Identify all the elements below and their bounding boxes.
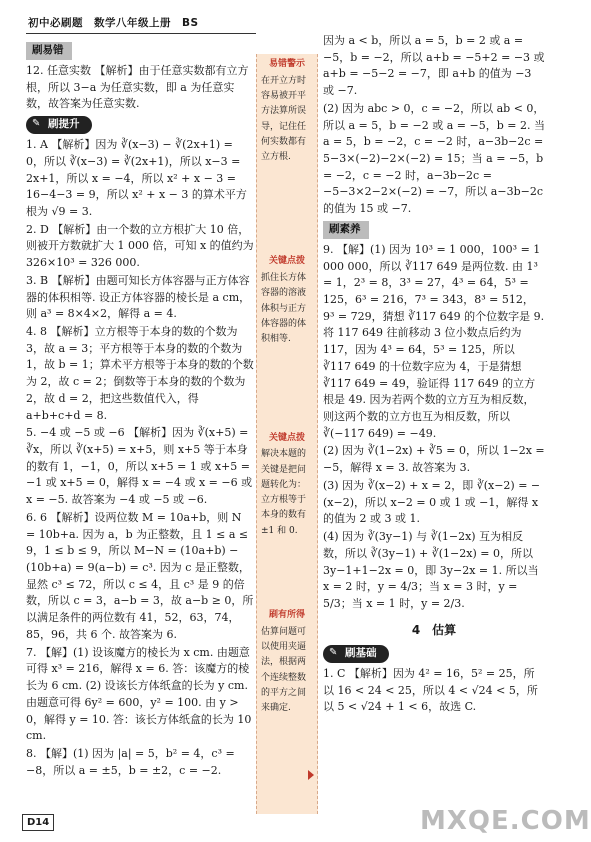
question-9-part3: (3) 因为 ∛(x−2) + x = 2，即 ∛(x−2) = −(x−2)，所以 x−2 = 0 或 1 或 −1，解得 x 的值为 2 或 3 或 1. (323, 478, 541, 526)
left-column (26, 40, 254, 780)
question-3: 3. B 【解析】由题可知长方体容器与正方体容器的体积相等. 设正方体容器的棱长是 a cm，则 a³ = 8×4×2，解得 a = 4. (26, 273, 251, 321)
note-title-3: 关键点拨 (268, 432, 305, 443)
continuation-2: (2) 因为 abc > 0，c = −2，所以 ab < 0，所以 a = 5，b = −2 或 a = −5，b = 2. 当 a = 5，b = −2，c = −2 时，a−3b−2c = 5−3×(−2)−2×(−2) = 15；当 a = −5，b = −2，c = −2 时，a−3b−2c = −5−3×2−2×(−2) = −7，所以 a−3b−2c 的值为 15 或 −7. (323, 101, 545, 216)
note-body-4: 估算问题可以使用夹逼法，根据两个连续整数的平方之间来确定. (261, 626, 307, 714)
section-banner-suyang: 刷素养 (323, 221, 369, 239)
header-rule (26, 33, 256, 34)
note-title-2: 关键点拨 (268, 256, 305, 267)
note-title-4: 刷有所得 (268, 610, 305, 621)
question-9-part2: (2) 因为 ∛(1−2x) + ∛5 = 0，所以 1−2x = −5，解得 x = 3. 故答案为 3. (323, 444, 545, 475)
section-banner-yicuo: 刷易错 (26, 42, 72, 60)
section-title-estimation: 4 估算 (411, 622, 457, 637)
note-body-1: 在开立方时容易被开平方法算所误导，记住任何实数都有立方根. (261, 75, 307, 163)
note-title-1: 易错警示 (268, 59, 305, 69)
section-banner-tisheng: ✎ 刷提升 (26, 116, 92, 134)
question-5: 5. −4 或 −5 或 −6 【解析】因为 ∛(x+5) = ∛x，所以 ∛(x+5) = x+5，则 x+5 等于本身的数有 1，−1，0，所以 x+5 = 1 或 x+5 = −1 或 x+5 = 0，解得 x = −4 或 x = −6 或 x = −5. 故答案为 −4 或 −5 或 −6. (26, 426, 253, 507)
page-number: D14 (22, 814, 54, 831)
question-12: 12. 任意实数 【解析】由于任意实数都有立方根，所以 3−a 为任意实数，即 a 为任意实数，故答案为任意实数. (26, 63, 249, 111)
margin-notes (256, 54, 318, 814)
section-banner-jichu: ✎ 刷基础 (323, 645, 389, 663)
question-2: 2. D 【解析】由一个数的立方根扩大 10 倍，则被开方数就扩大 1 000 倍，可知 x 的值约为 326×10³ = 326 000. (26, 222, 254, 270)
watermark: MXQE.COM (420, 806, 591, 836)
question-9-part4: (4) 因为 ∛(3y−1) 与 ∛(1−2x) 互为相反数，所以 ∛(3y−1) + ∛(1−2x) = 0，所以 3y−1+1−2x = 0，即 3y−2x = 1. 所以当 x = 2 时，y = 4/3；当 x = 3 时，y = 5/3；当 x = 1 时，y = 2/3. (323, 530, 539, 610)
question-1-estimation: 1. C 【解析】因为 4² = 16，5² = 25，所以 16 < 24 < 25，所以 4 < √24 < 5，所以 5 < √24 + 1 < 6，故选 C. (323, 666, 538, 714)
question-6: 6. 6 【解析】设两位数 M = 10a+b，则 N = 10b+a. 因为 a，b 为正整数，且 1 ≤ a ≤ 9，1 ≤ b ≤ 9，所以 M−N = (10a+b) − (10b+a) = 9(a−b) = c³. 因为 c 是正整数，显然 c³ ≤ 72，所以 c ≤ 4，且 c³ 是 9 的倍数，所以 c = 3，a−b = 3，故 a−b ≥ 0，所以满足条件的两位数有 41，52，63，74，85，96，共 6 个. 故答案为 6. (26, 510, 254, 641)
continuation-1: 因为 a < b，所以 a = 5，b = 2 或 a = −5，b = −2，所以 a+b = −5+2 = −3 或 a+b = −5−2 = −7，即 a+b 的值为 −3 或 −7. (323, 34, 545, 98)
question-7: 7. 【解】(1) 设该魔方的棱长为 x cm. 由题意可得 x³ = 216，解得 x = 6. 答：该魔方的棱长为 6 cm. (2) 设该长方体纸盒的长为 y cm. 由题意可得 6y² = 600，y² = 100. 由 y > 0，解得 y = 10. 答：该长方体纸盒的长为 10 cm. (26, 645, 252, 743)
question-1: 1. A 【解析】因为 ∛(x−3) − ∛(2x+1) = 0，所以 ∛(x−3) = ∛(2x+1)，所以 x−3 = 2x+1，所以 x = −4，所以 x² + x − 3 = 16−4−3 = 9，所以 x² + x − 3 的算术平方根为 √9 = 3. (26, 138, 247, 218)
note-body-2: 抓住长方体容器的溶液体积与正方体容器的体积相等. (261, 273, 307, 345)
book-title: 初中必刷题 数学八年级上册 BS (28, 17, 199, 29)
question-8: 8. 【解】(1) 因为 |a| = 5，b² = 4，c³ = −8，所以 a = ±5，b = ±2，c = −2. (26, 746, 235, 777)
question-9: 9. 【解】(1) 因为 10³ = 1 000，100³ = 1 000 000，所以 ∛117 649 是两位数. 由 1³ = 1，2³ = 8，3³ = 27，4³ = 64，5³ = 125，6³ = 216，7³ = 343，8³ = 512，9³ = 729，猜想 ∛117 649 的个位数字是 9. 将 117 649 往前移动 3 位小数点后约为 117，因为 4³ = 64，5³ = 125，所以 ∛117 649 的十位数字应为 4，于是猜想 ∛117 649 = 49，验证得 117 649 的立方根是 49. 因为若两个数的立方互为相反数，则这两个数的立方也互为相反数，所以 ∛(−117 649) = −49. (323, 242, 545, 440)
right-column (323, 33, 545, 717)
note-body-3: 解决本题的关键是把问题转化为：立方根等于本身的数有 ±1 和 0. (261, 449, 307, 536)
question-4: 4. 8 【解析】立方根等于本身的数的个数为 3，故 a = 3；平方根等于本身的数的个数为 1，故 b = 1；算术平方根等于本身的数的个数为 2，故 c = 2；倒数等于本身的数的个数为 2，故 d = 2，把这些数值代入，得 a+b+c+d = 8. (26, 324, 254, 422)
arrow-icon (308, 770, 318, 780)
